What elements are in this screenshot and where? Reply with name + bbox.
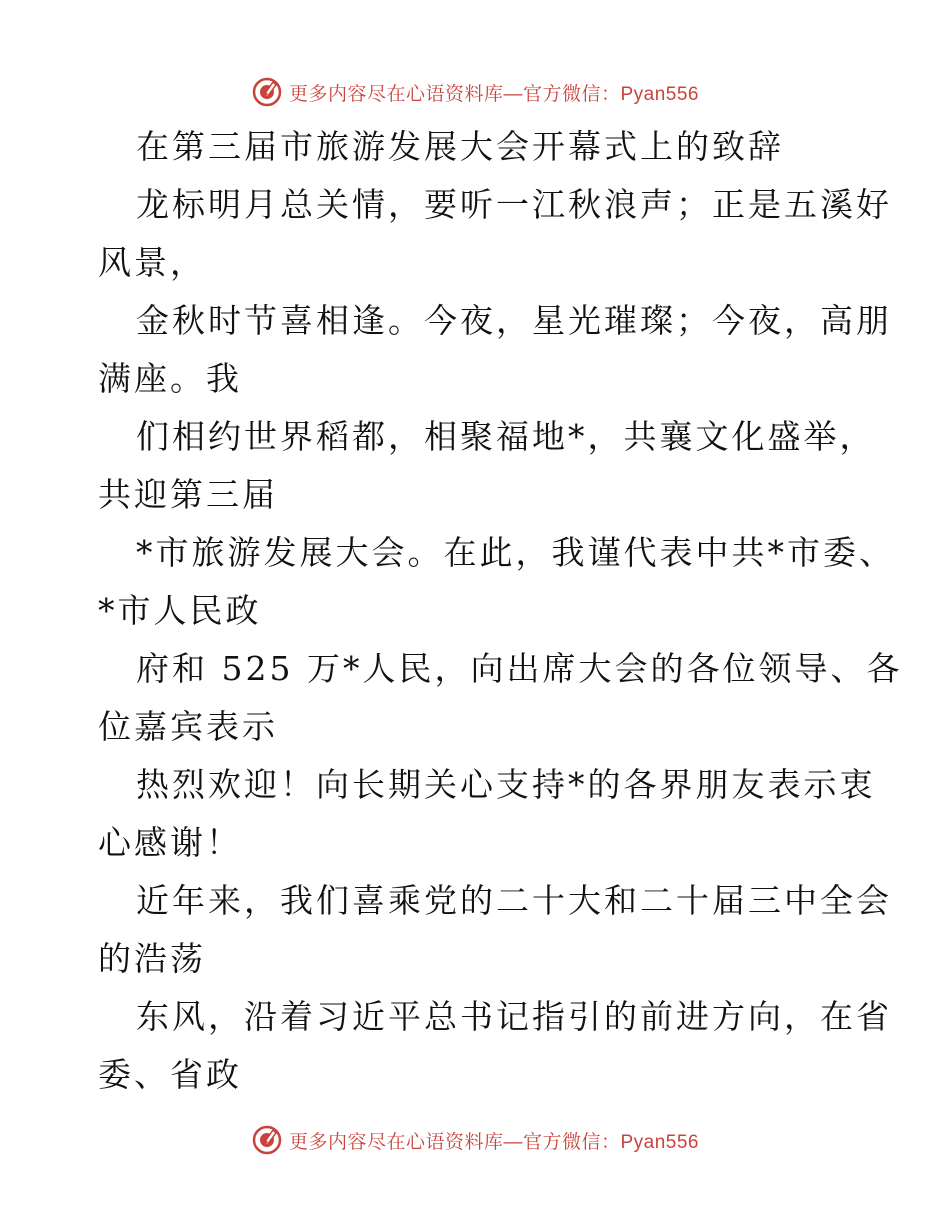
paragraph-line: 近年来，我们喜乘党的二十大和二十届三中全会	[136, 881, 892, 920]
paragraph-line: 心感谢！	[98, 823, 242, 862]
watermark-text: 更多内容尽在心语资料库—官方微信：Pyan556	[288, 1131, 699, 1153]
pen-nib-logo-icon	[251, 76, 283, 108]
paragraph-line: 满座。我	[98, 359, 242, 398]
paragraph-line: 风景，	[98, 243, 206, 282]
paragraph-line: 府和 525 万*人民，向出席大会的各位领导、各	[136, 649, 903, 688]
paragraph-line: 位嘉宾表示	[98, 707, 278, 746]
paragraph-line: 热烈欢迎！向长期关心支持*的各界朋友表示衷	[136, 765, 876, 804]
header-watermark	[0, 72, 950, 112]
paragraph-line: 东风，沿着习近平总书记指引的前进方向，在省	[136, 997, 892, 1036]
pen-nib-logo-icon	[251, 1124, 283, 1156]
paragraph-line: *市旅游发展大会。在此，我谨代表中共*市委、	[136, 533, 895, 572]
document-title: 在第三届市旅游发展大会开幕式上的致辞	[136, 127, 784, 166]
paragraph-line: 的浩荡	[98, 939, 206, 978]
watermark-text: 更多内容尽在心语资料库—官方微信：Pyan556	[288, 83, 699, 105]
paragraph-line: 们相约世界稻都，相聚福地*，共襄文化盛举，	[136, 417, 876, 456]
footer-watermark	[0, 1120, 950, 1160]
document-body	[98, 118, 903, 1104]
paragraph-line: 金秋时节喜相逢。今夜，星光璀璨；今夜，高朋	[136, 301, 892, 340]
paragraph-line: *市人民政	[98, 591, 262, 630]
paragraph-line: 委、省政	[98, 1055, 242, 1094]
paragraph-line: 龙标明月总关情，要听一江秋浪声；正是五溪好	[136, 185, 892, 224]
paragraph-line: 共迎第三届	[98, 475, 278, 514]
